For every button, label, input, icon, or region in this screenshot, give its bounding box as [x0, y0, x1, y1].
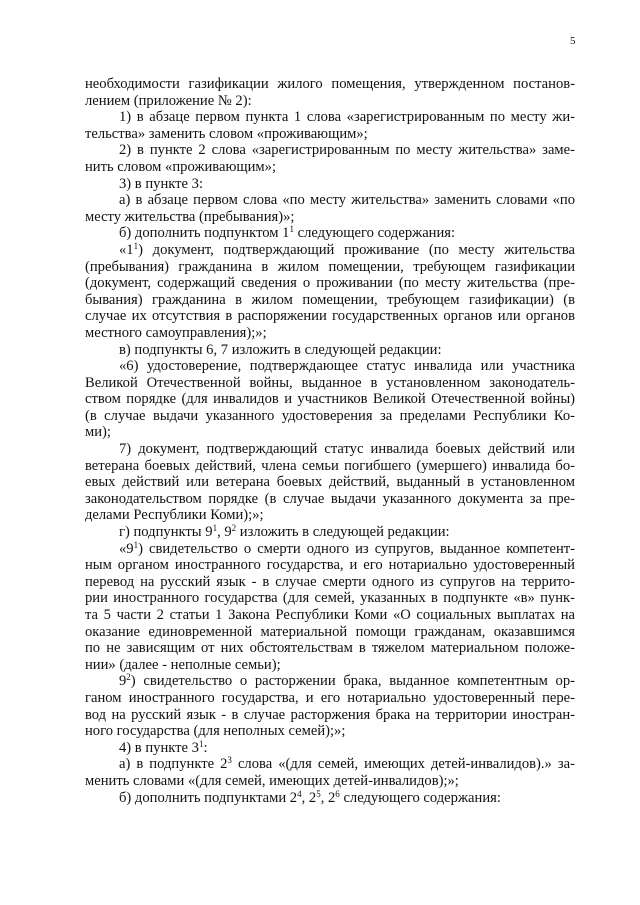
text-line: (пребывания) гражданина в жилом помещении, требующем газификации	[85, 258, 575, 275]
text-line: Великой Отечественной войны, выданное в установленном законодатель-	[85, 374, 575, 391]
text-line: менить словами «(для семей, имеющих детей-инвалидов);»;	[85, 772, 459, 789]
document-body	[85, 76, 575, 806]
text-line: ветерана боевых действий, члена семьи погибшего (умершего) инвалида бо-	[85, 457, 575, 474]
text-line: ми);	[85, 424, 111, 441]
text-line: (в случае выдачи указанного удостоверения за пределами Республики Ко-	[85, 407, 575, 424]
text-line: тельства» заменить словом «проживающим»;	[85, 125, 368, 142]
text-line: месту жительства (пребывания)»;	[85, 208, 295, 225]
text-line: г) подпункты $9^1$, $9^2$ изложить в следующей редакции:	[119, 523, 450, 541]
text-line: необходимости газификации жилого помещения, утвержденном постанов-	[85, 76, 575, 92]
text-line: ным органом иностранного государства, и его нотариально удостоверенный	[85, 557, 575, 574]
text-line: бывания) гражданина в жилом помещении, требующем газификации) (в	[85, 291, 575, 308]
text-line: (документ, содержащий сведения о проживании (по месту жительства (пре-	[85, 275, 575, 292]
text-line: делами Республики Коми);»;	[85, 507, 264, 524]
text-line: 4) в пункте $3^1$:	[119, 738, 208, 756]
text-line: в) подпункты 6, 7 изложить в следующей редакции:	[119, 341, 442, 358]
text-line: нии» (далее - неполные семьи);	[85, 656, 281, 673]
text-line: лением (приложение № 2):	[85, 92, 252, 109]
text-line: та 5 части 2 статьи 1 Закона Республики Коми «О социальных выплатах на	[85, 607, 575, 623]
text-line: 1) в абзаце первом пункта 1 слова «зарегистрированным по месту жи-	[119, 109, 575, 126]
page-number: 5	[570, 35, 576, 47]
text-line: нить словом «проживающим»;	[85, 158, 276, 175]
text-line: «$1^1$) документ, подтверждающий проживание (по месту жительства	[119, 240, 575, 258]
text-line: местного самоуправления);»;	[85, 324, 267, 341]
text-line: а) в абзаце первом слова «по месту жительства» заменить словами «по	[119, 192, 575, 209]
text-line: «$9^1$) свидетельство о смерти одного из супругов, выданное компетент-	[119, 539, 575, 557]
text-line: «6) удостоверение, подтверждающее статус инвалида или участника	[119, 358, 575, 375]
text-line: случае их отсутствия в распоряжении государственных органов или органов	[85, 308, 575, 325]
text-line: рии иностранного государства (для семей, указанных в подпункте «в» пунк-	[85, 590, 575, 607]
text-line: а) в подпункте $2^3$ слова «(для семей, имеющих детей-инвалидов).» за-	[119, 755, 575, 773]
text-line: $9^2$) свидетельство о расторжении брака, выданное компетентным ор-	[119, 672, 575, 690]
text-line: оказание единовременной материальной помощи гражданам, оказавшимся	[85, 623, 575, 640]
text-line: ством порядке (для инвалидов и участников Великой Отечественной войны)	[85, 391, 575, 408]
text-line: 3) в пункте 3:	[119, 175, 204, 192]
text-line: законодательством порядке (в случае выдачи указанного документа за пре-	[85, 490, 575, 507]
text-line: по не зависящим от них обстоятельствам в тяжелом материальном положе-	[85, 640, 575, 657]
text-line: б) дополнить подпунктами $2^4$, $2^5$, $2^6$ следующего содержания:	[119, 788, 501, 806]
text-line: ного государства (для неполных семей);»;	[85, 723, 346, 740]
text-line: б) дополнить подпунктом $1^1$ следующего содержания:	[119, 224, 456, 242]
text-line: перевод на русский язык - в случае смерти одного из супругов на террито-	[85, 573, 575, 590]
text-line: 2) в пункте 2 слова «зарегистрированным по месту жительства» заме-	[119, 142, 575, 159]
text-line: вод на русский язык - в случае расторжения брака на территории иностран-	[85, 706, 575, 723]
text-line: ганом иностранного государства, и его нотариально удостоверенный пере-	[85, 689, 575, 706]
text-line: 7) документ, подтверждающий статус инвалида боевых действий или	[119, 441, 575, 458]
text-line: евых действий или ветерана боевых действий, выданный в установленном	[85, 474, 575, 491]
